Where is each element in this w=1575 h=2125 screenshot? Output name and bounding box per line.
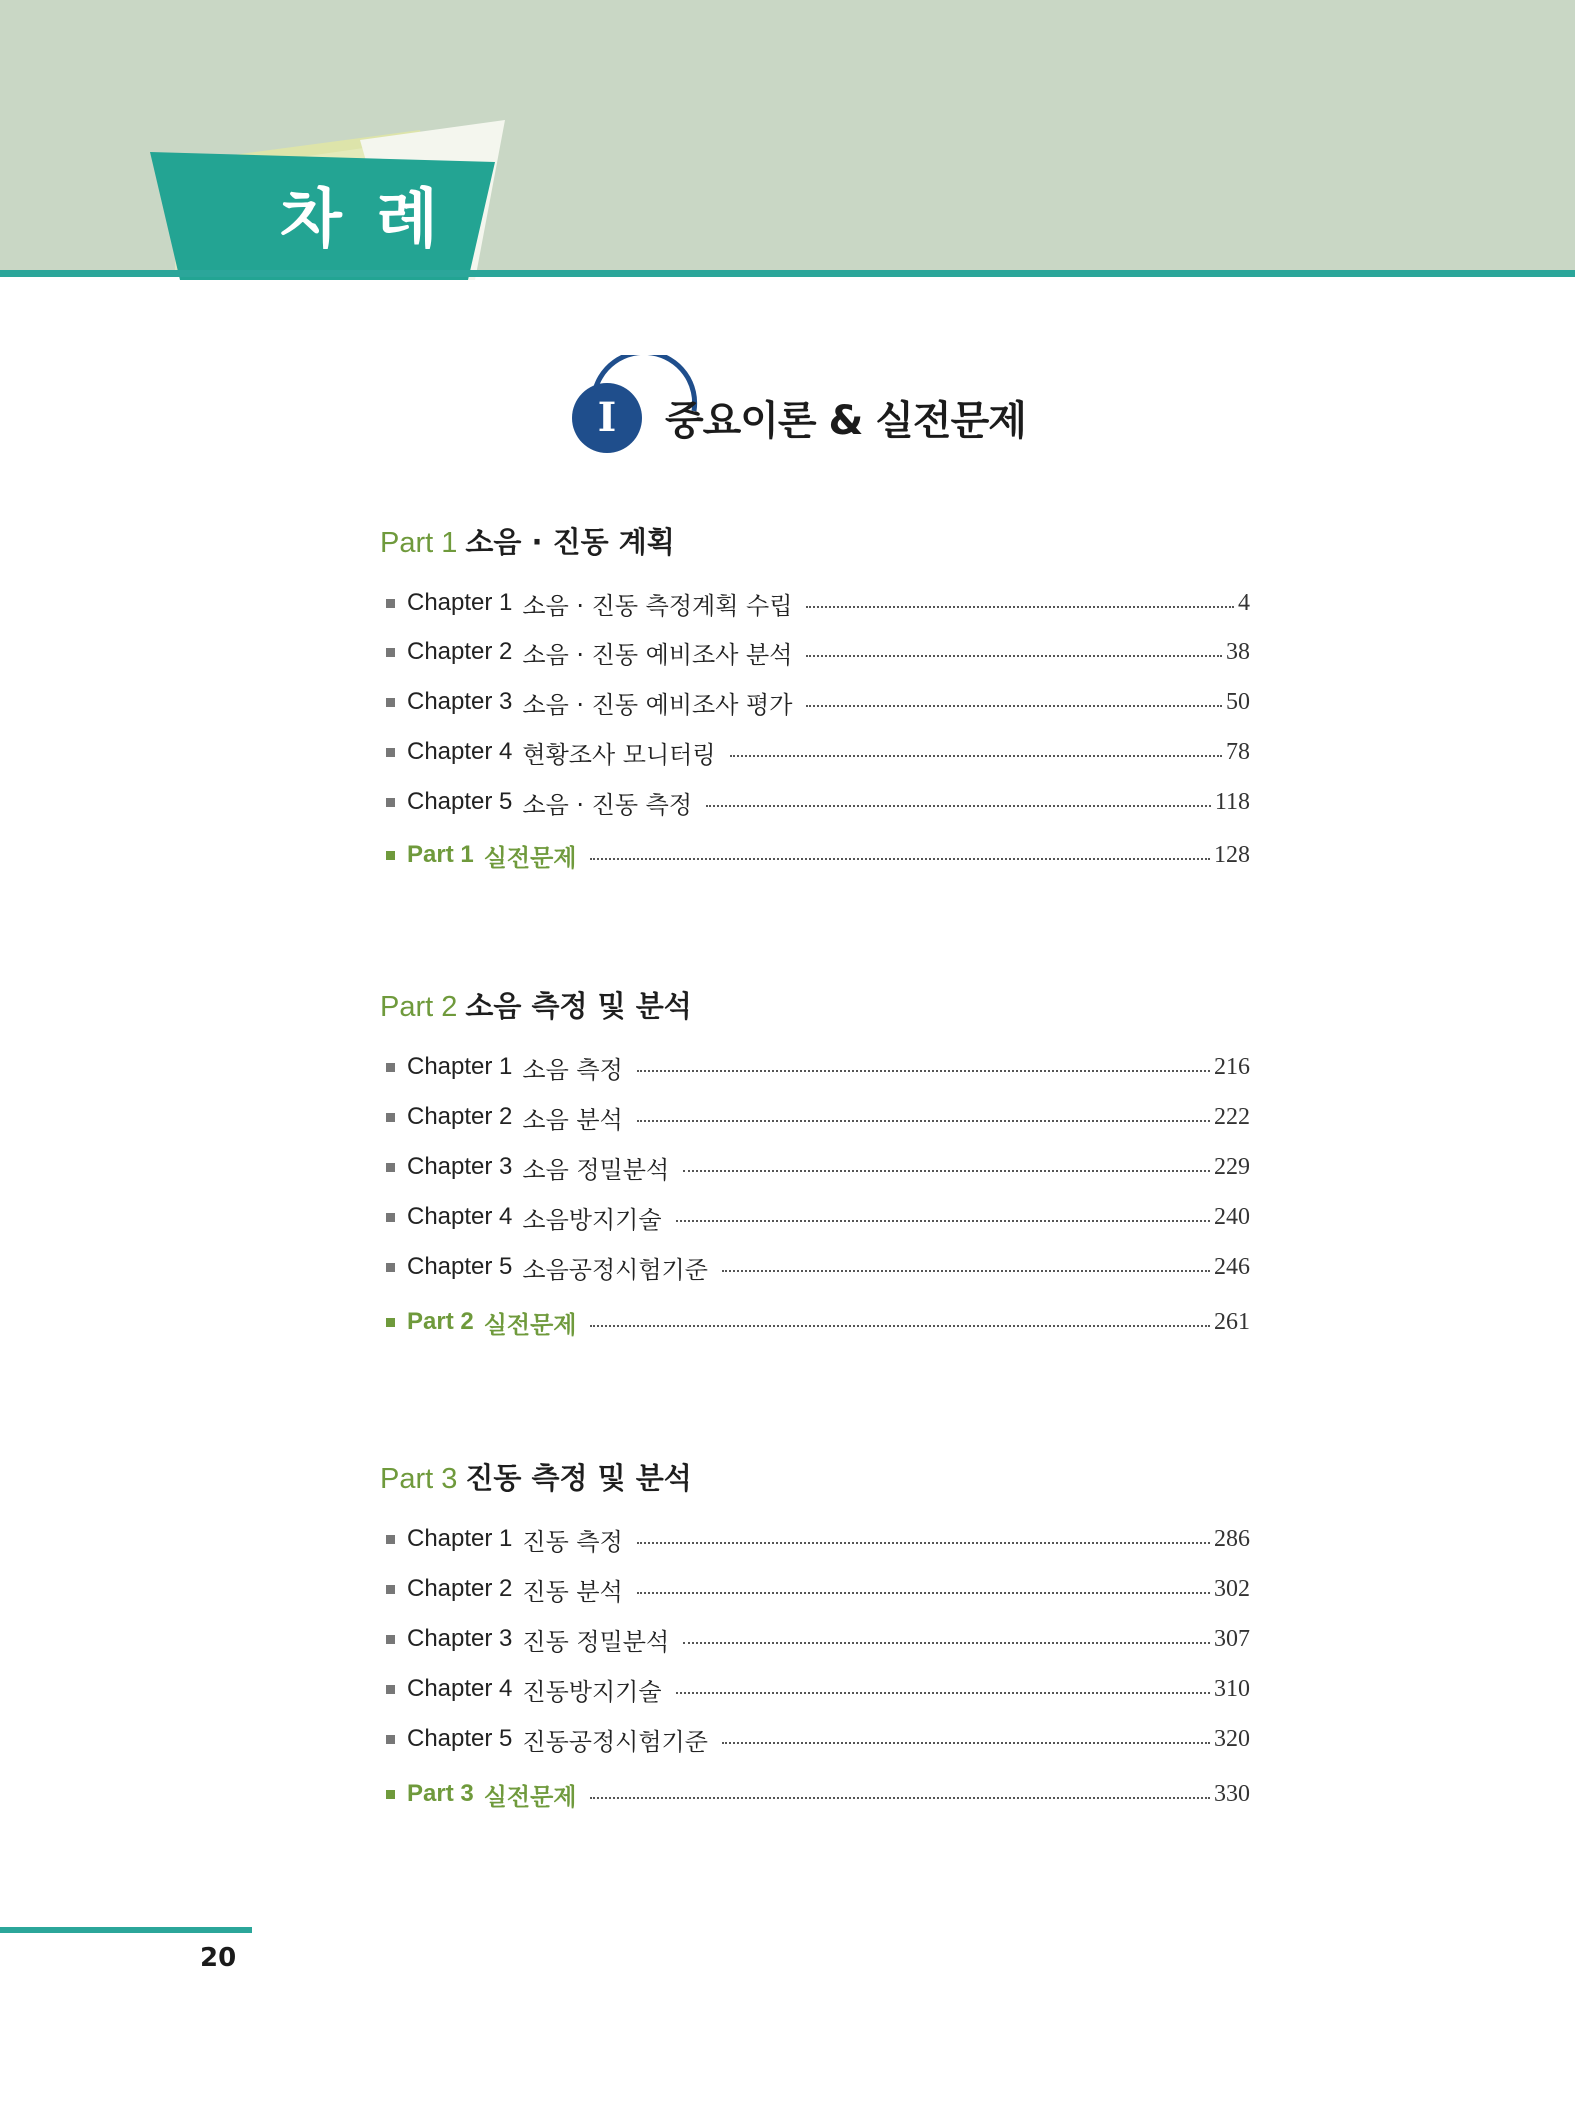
dot-leader xyxy=(637,1070,1210,1072)
dot-leader xyxy=(676,1220,1210,1222)
part-title: 소음 · 진동 계획 xyxy=(465,525,675,559)
chapter-title: 소음 정밀분석 xyxy=(522,1155,670,1184)
toc-entry[interactable] xyxy=(386,732,1250,772)
dot-leader xyxy=(637,1592,1210,1594)
dot-leader xyxy=(683,1642,1210,1644)
dot-leader xyxy=(637,1542,1210,1544)
toc-entry[interactable] xyxy=(386,1097,1250,1137)
bullet-icon xyxy=(386,798,395,807)
toc-entry[interactable] xyxy=(386,1147,1250,1187)
chapter-label: Chapter 5 xyxy=(407,788,513,815)
part-heading xyxy=(380,984,692,1028)
practice-title: 실전문제 xyxy=(483,1782,577,1811)
header-divider xyxy=(0,270,1575,277)
bullet-icon xyxy=(386,1735,395,1744)
chapter-title: 소음 · 진동 예비조사 분석 xyxy=(522,640,793,669)
page-ref: 286 xyxy=(1214,1525,1250,1552)
toc-entry[interactable] xyxy=(386,632,1250,672)
chapter-title: 소음 · 진동 예비조사 평가 xyxy=(522,690,793,719)
dot-leader xyxy=(590,1325,1210,1327)
page-ref: 330 xyxy=(1214,1780,1250,1807)
part-heading xyxy=(380,1456,692,1500)
dot-leader xyxy=(676,1692,1210,1694)
chapter-title: 진동방지기술 xyxy=(522,1677,662,1706)
bullet-icon xyxy=(386,1318,395,1327)
page-ref: 320 xyxy=(1214,1725,1250,1752)
page-ref: 118 xyxy=(1214,788,1250,815)
chapter-label: Chapter 1 xyxy=(407,589,513,616)
bullet-icon xyxy=(386,1535,395,1544)
chapter-label: Chapter 4 xyxy=(407,1675,513,1702)
bullet-icon xyxy=(386,1635,395,1644)
dot-leader xyxy=(722,1270,1210,1272)
page-ref: 128 xyxy=(1214,841,1250,868)
practice-label: Part 2 xyxy=(407,1308,474,1335)
chapter-label: Chapter 3 xyxy=(407,1153,513,1180)
page-ref: 240 xyxy=(1214,1203,1250,1230)
chapter-label: Chapter 2 xyxy=(407,638,513,665)
toc-entry-practice[interactable] xyxy=(386,835,1250,875)
toc-entry-practice[interactable] xyxy=(386,1302,1250,1342)
bullet-icon xyxy=(386,748,395,757)
page-ref: 216 xyxy=(1214,1053,1250,1080)
part-block xyxy=(380,984,1250,1344)
chapter-title: 소음공정시험기준 xyxy=(522,1255,708,1284)
page-title: 차 례 xyxy=(280,183,444,257)
toc-entry[interactable] xyxy=(386,682,1250,722)
bullet-icon xyxy=(386,1063,395,1072)
chapter-label: Chapter 1 xyxy=(407,1053,513,1080)
part-label: Part 2 xyxy=(380,991,458,1023)
part-title: 진동 측정 및 분석 xyxy=(465,1461,692,1495)
chapter-label: Chapter 2 xyxy=(407,1575,513,1602)
dot-leader xyxy=(683,1170,1210,1172)
dot-leader xyxy=(590,1797,1210,1799)
dot-leader xyxy=(722,1742,1210,1744)
dot-leader xyxy=(590,858,1210,860)
practice-title: 실전문제 xyxy=(483,843,577,872)
page-ref: 4 xyxy=(1238,589,1250,616)
part-block xyxy=(380,1456,1250,1816)
practice-label: Part 1 xyxy=(407,841,474,868)
toc-entry[interactable] xyxy=(386,1569,1250,1609)
chapter-title: 진동 분석 xyxy=(522,1577,623,1606)
chapter-label: Chapter 3 xyxy=(407,1625,513,1652)
dot-leader xyxy=(806,655,1222,657)
toc-entry[interactable] xyxy=(386,583,1250,623)
bullet-icon xyxy=(386,1790,395,1799)
chapter-label: Chapter 5 xyxy=(407,1725,513,1752)
toc-entry[interactable] xyxy=(386,1719,1250,1759)
chapter-title: 소음방지기술 xyxy=(522,1205,662,1234)
bullet-icon xyxy=(386,1163,395,1172)
page-ref: 246 xyxy=(1214,1253,1250,1280)
toc-entry[interactable] xyxy=(386,1047,1250,1087)
toc-entry-practice[interactable] xyxy=(386,1774,1250,1814)
chapter-title: 소음 측정 xyxy=(522,1055,623,1084)
dot-leader xyxy=(806,606,1234,608)
chapter-label: Chapter 4 xyxy=(407,1203,513,1230)
dot-leader xyxy=(730,755,1222,757)
part-block xyxy=(380,520,1250,880)
part-label: Part 3 xyxy=(380,1463,458,1495)
toc-entry[interactable] xyxy=(386,1197,1250,1237)
dot-leader xyxy=(806,705,1222,707)
chapter-title: 소음 분석 xyxy=(522,1105,623,1134)
bullet-icon xyxy=(386,1685,395,1694)
bullet-icon xyxy=(386,599,395,608)
page-ref: 302 xyxy=(1214,1575,1250,1602)
chapter-label: Chapter 2 xyxy=(407,1103,513,1130)
page-ref: 229 xyxy=(1214,1153,1250,1180)
part-label: Part 1 xyxy=(380,527,458,559)
chapter-title: 진동 측정 xyxy=(522,1527,623,1556)
chapter-label: Chapter 1 xyxy=(407,1525,513,1552)
bullet-icon xyxy=(386,851,395,860)
bullet-icon xyxy=(386,1263,395,1272)
bullet-icon xyxy=(386,1113,395,1122)
page-ref: 310 xyxy=(1214,1675,1250,1702)
page-ref: 222 xyxy=(1214,1103,1250,1130)
part-heading xyxy=(380,520,675,564)
section-numeral: I xyxy=(597,394,617,441)
part-title: 소음 측정 및 분석 xyxy=(465,989,692,1023)
dot-leader xyxy=(706,805,1211,807)
page-ref: 78 xyxy=(1226,738,1250,765)
chapter-title: 진동공정시험기준 xyxy=(522,1727,708,1756)
section-heading xyxy=(560,355,1100,465)
bullet-icon xyxy=(386,1213,395,1222)
bullet-icon xyxy=(386,648,395,657)
page-ref: 261 xyxy=(1214,1308,1250,1335)
footer-divider xyxy=(0,1927,252,1933)
chapter-title: 현황조사 모니터링 xyxy=(522,740,716,769)
page-ref: 307 xyxy=(1214,1625,1250,1652)
toc-entry[interactable] xyxy=(386,1669,1250,1709)
chapter-title: 소음 · 진동 측정계획 수립 xyxy=(522,591,793,620)
section-title: 중요이론 & 실전문제 xyxy=(665,398,1026,444)
page-ref: 50 xyxy=(1226,688,1250,715)
toc-entry[interactable] xyxy=(386,1247,1250,1287)
chapter-label: Chapter 3 xyxy=(407,688,513,715)
dot-leader xyxy=(637,1120,1210,1122)
chapter-label: Chapter 5 xyxy=(407,1253,513,1280)
chapter-label: Chapter 4 xyxy=(407,738,513,765)
page-number: 20 xyxy=(200,1943,237,1973)
bullet-icon xyxy=(386,1585,395,1594)
chapter-title: 소음 · 진동 측정 xyxy=(522,790,693,819)
toc-entry[interactable] xyxy=(386,782,1250,822)
chapter-title: 진동 정밀분석 xyxy=(522,1627,670,1656)
toc-entry[interactable] xyxy=(386,1619,1250,1659)
practice-title: 실전문제 xyxy=(483,1310,577,1339)
bullet-icon xyxy=(386,698,395,707)
page-ref: 38 xyxy=(1226,638,1250,665)
practice-label: Part 3 xyxy=(407,1780,474,1807)
toc-entry[interactable] xyxy=(386,1519,1250,1559)
